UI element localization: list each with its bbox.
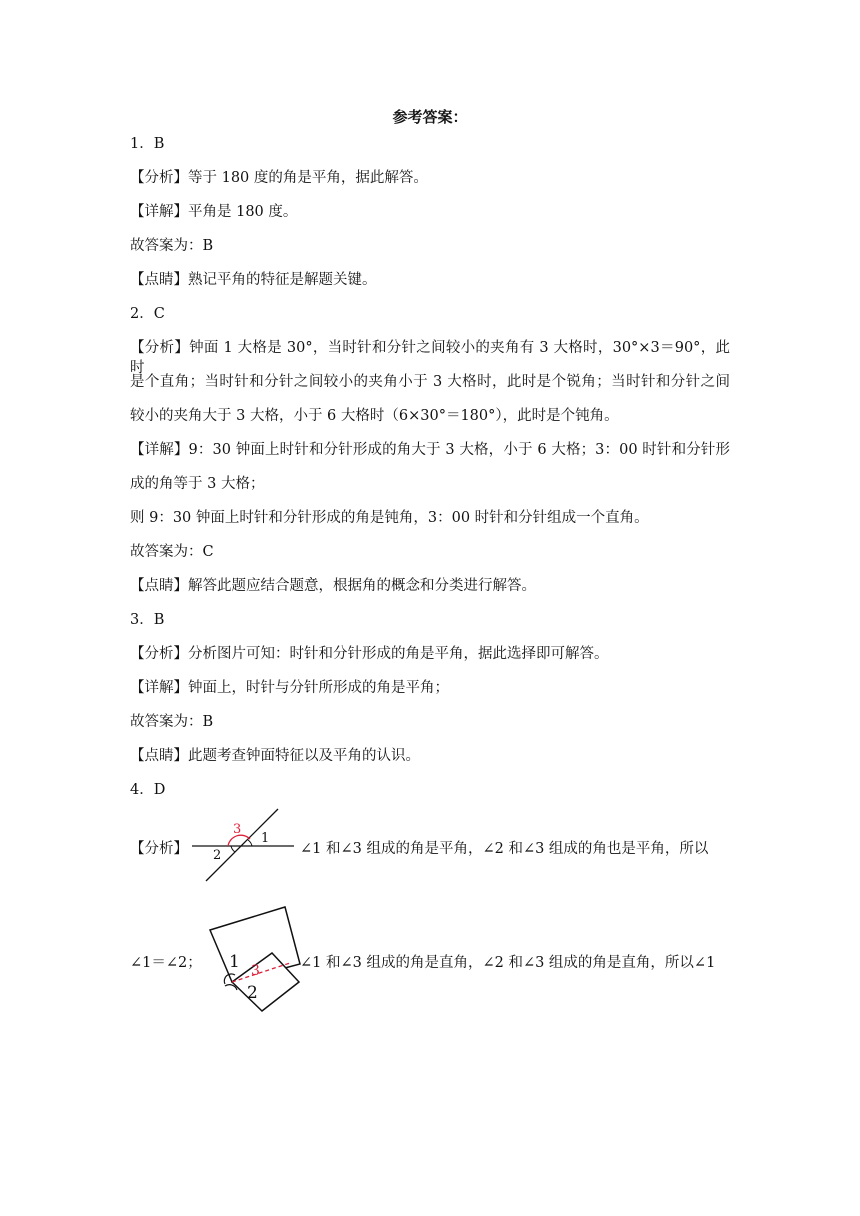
answer-number-2: 2．C [130, 306, 165, 322]
answer-1: 故答案为：B [130, 238, 214, 254]
detail-2-line-2: 成的角等于 3 大格； [130, 476, 265, 492]
label-2: 2 [213, 848, 222, 863]
label-3: 3 [233, 822, 242, 837]
comment-1: 【点睛】熟记平角的特征是解题关键。 [130, 272, 377, 288]
analysis-2-line-3: 较小的夹角大于 3 大格，小于 6 大格时（6×30°＝180°），此时是个钝角。 [130, 408, 619, 424]
detail-1: 【详解】平角是 180 度。 [130, 204, 298, 220]
label-1: 1 [229, 952, 240, 972]
answer-2: 故答案为：C [130, 544, 214, 560]
straight-angle-figure [188, 806, 300, 886]
analysis-2-line-2: 是个直角；当时针和分针之间较小的夹角小于 3 大格时，此时是个锐角；当时针和分针之间 [130, 374, 730, 390]
angle-2-arc [231, 846, 235, 852]
analysis-2-line-1: 【分析】钟面 1 大格是 30°，当时针和分针之间较小的夹角有 3 大格时，30°×3＝90°，此时 [130, 340, 730, 376]
answer-number-1: 1．B [130, 136, 165, 152]
right-angle-figure [205, 900, 305, 1018]
answer-number-4: 4．D [130, 782, 166, 798]
detail-2-line-1: 【详解】9：30 钟面上时针和分针形成的角大于 3 大格，小于 6 大格；3：00 时针和分针形 [130, 442, 730, 458]
analysis-4-prefix: 【分析】 [130, 841, 188, 857]
comment-2: 【点睛】解答此题应结合题意，根据角的概念和分类进行解答。 [130, 578, 536, 594]
detail-3: 【详解】钟面上，时针与分针所形成的角是平角； [130, 680, 449, 696]
small-square [232, 953, 299, 1011]
comment-3: 【点睛】此题考查钟面特征以及平角的认识。 [130, 748, 420, 764]
label-2: 2 [247, 983, 258, 1003]
right-angle-diagram [205, 900, 305, 1018]
analysis-4-text-1: ∠1 和∠3 组成的角是平角，∠2 和∠3 组成的角也是平角，所以 [300, 841, 709, 857]
answer-number-3: 3．B [130, 612, 165, 628]
straight-angle-diagram [188, 806, 300, 886]
page-title: 参考答案： [392, 108, 468, 126]
detail-2-line-3: 则 9：30 钟面上时针和分针形成的角是钝角，3：00 时针和分针组成一个直角。 [130, 510, 649, 526]
angle-1-arc [248, 840, 252, 846]
label-3: 3 [251, 963, 260, 979]
analysis-1: 【分析】等于 180 度的角是平角，据此解答。 [130, 170, 428, 186]
analysis-4-prefix-2: ∠1＝∠2； [130, 955, 202, 971]
label-1: 1 [261, 831, 270, 846]
answer-3: 故答案为：B [130, 714, 214, 730]
analysis-3: 【分析】分析图片可知：时针和分针形成的角是平角，据此选择即可解答。 [130, 646, 609, 662]
analysis-4-text-2: ∠1 和∠3 组成的角是直角，∠2 和∠3 组成的角是直角，所以∠1 [300, 955, 716, 971]
